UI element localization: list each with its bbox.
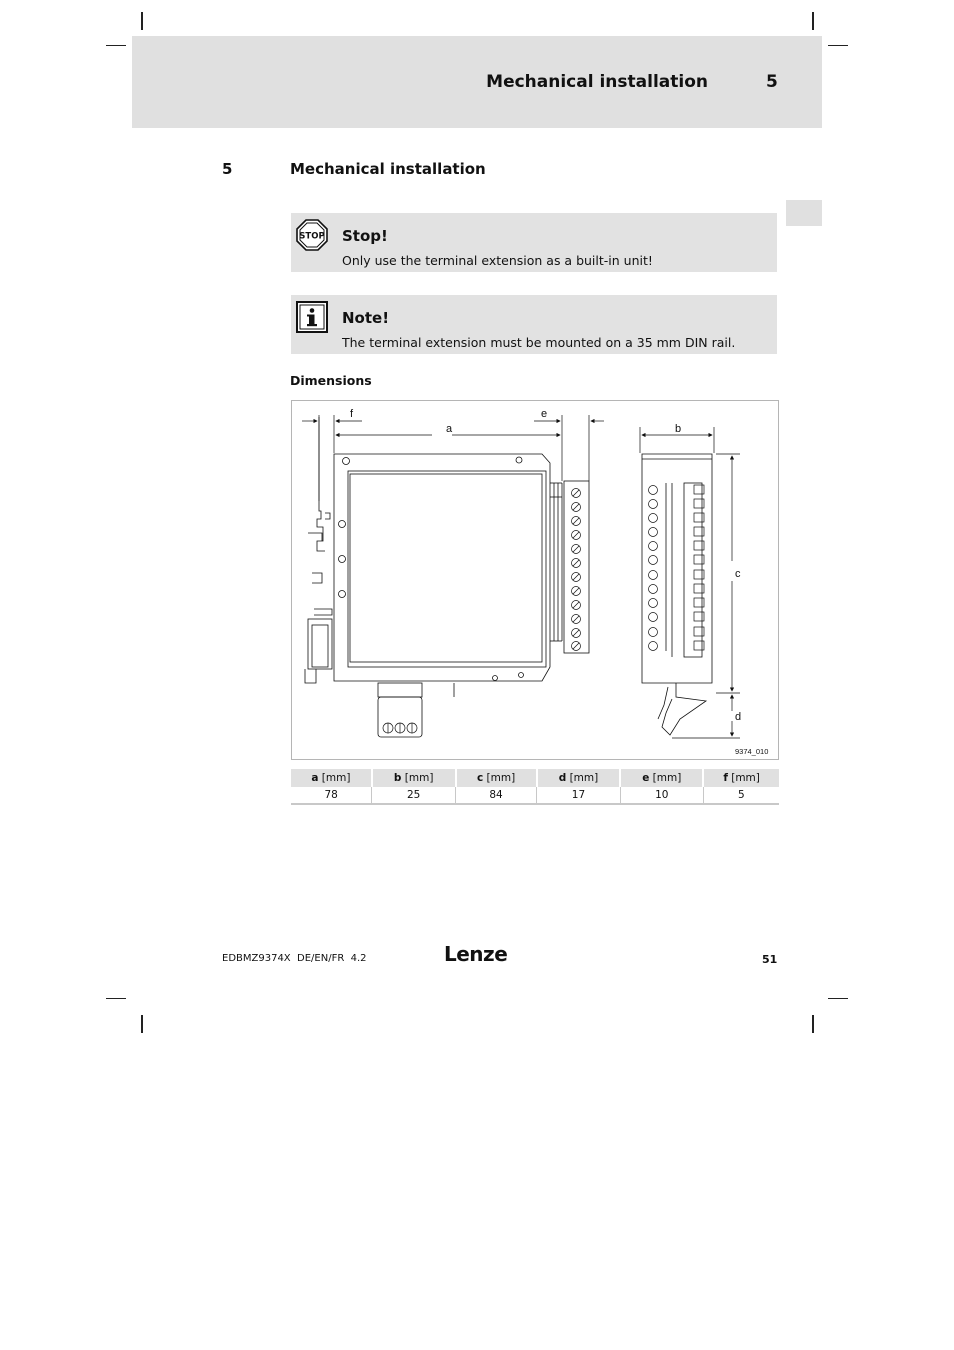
crop-mark [141, 12, 143, 30]
note-title: Note! [342, 309, 390, 327]
stop-title: Stop! [342, 227, 388, 245]
terminal-screws [572, 489, 581, 651]
dim-label-e: e [541, 408, 548, 420]
dim-label-b: b [675, 423, 682, 435]
header-band [132, 36, 822, 128]
table-header-d: d [mm] [537, 769, 621, 787]
table-cell-a: 78 [291, 787, 372, 804]
table-cell-d: 17 [537, 787, 621, 804]
chapter-side-tab [786, 200, 822, 226]
table-header-c: c [mm] [456, 769, 537, 787]
header-chapter-number: 5 [766, 72, 778, 92]
lenze-logo: Lenze [444, 942, 508, 966]
dimension-drawing-svg [292, 401, 778, 759]
stop-icon [296, 219, 328, 251]
dimensions-table [291, 769, 779, 805]
section-title: Mechanical installation [290, 160, 486, 178]
stop-icon-label: STOP [299, 231, 325, 242]
stop-text: Only use the terminal extension as a built-in unit! [342, 253, 653, 268]
table-header-f: f [mm] [703, 769, 779, 787]
crop-mark [828, 45, 848, 46]
side-view-terminals [649, 485, 705, 651]
crop-mark [106, 45, 126, 46]
dimensions-heading: Dimensions [290, 373, 372, 388]
table-row [291, 787, 779, 804]
table-header-a: a [mm] [291, 769, 372, 787]
table-cell-f: 5 [703, 787, 779, 804]
section-number: 5 [222, 160, 233, 178]
dim-label-c: c [735, 568, 741, 580]
dim-label-d: d [735, 711, 742, 723]
table-cell-c: 84 [456, 787, 537, 804]
crop-mark [141, 1015, 143, 1033]
crop-mark [812, 1015, 814, 1033]
table-header-b: b [mm] [372, 769, 456, 787]
table-header-e: e [mm] [620, 769, 703, 787]
footer-doc-id: EDBMZ9374X DE/EN/FR 4.2 [222, 953, 367, 964]
table-cell-b: 25 [372, 787, 456, 804]
dimension-drawing [291, 400, 779, 760]
note-box [291, 295, 777, 354]
crop-mark [828, 998, 848, 999]
table-header-row [291, 769, 779, 787]
dim-label-a: a [446, 423, 453, 435]
crop-mark [106, 998, 126, 999]
crop-mark [812, 12, 814, 30]
dim-label-f: f [350, 408, 354, 420]
note-text: The terminal extension must be mounted on a 35 mm DIN rail. [342, 335, 736, 350]
page-number: 51 [762, 953, 778, 966]
table-cell-e: 10 [620, 787, 703, 804]
figure-id: 9374_010 [735, 747, 769, 756]
stop-box [291, 213, 777, 272]
header-title: Mechanical installation [486, 72, 708, 92]
info-icon [296, 301, 328, 333]
